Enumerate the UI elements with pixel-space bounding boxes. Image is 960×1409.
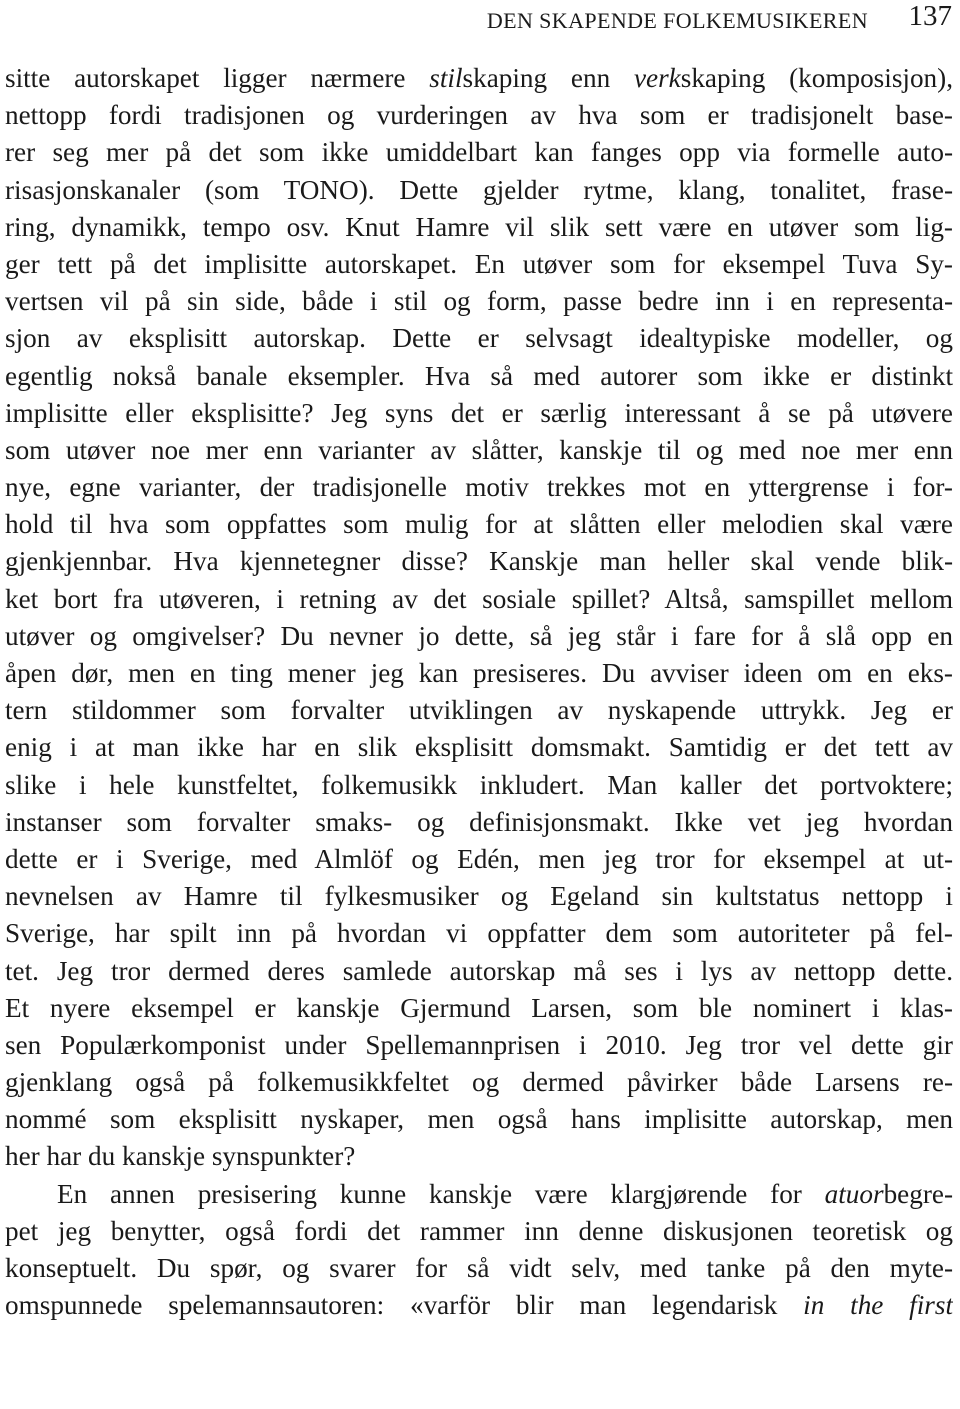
text-line xyxy=(5,60,953,97)
text-line xyxy=(5,97,953,134)
text-line xyxy=(5,283,953,320)
text-line xyxy=(5,581,953,618)
italic-run: in the first xyxy=(803,1290,953,1321)
text-run: Et nyere eksempel er kanskje Gjermund Larsen, som ble nominert i klas- xyxy=(5,992,953,1023)
text-run: utøver og omgivelser? Du nevner jo dette, så jeg står i fare for å slå opp en xyxy=(5,620,953,651)
text-run: nye, egne varianter, der tradisjonelle motiv trekkes mot en yttergrense i for- xyxy=(5,472,953,503)
text-run: pet jeg benytter, også fordi det rammer inn denne diskusjonen teoretisk og xyxy=(5,1215,953,1246)
text-line xyxy=(5,172,953,209)
italic-run: verk xyxy=(633,63,681,93)
text-run: her har du kanskje synspunkter? xyxy=(5,1141,356,1172)
text-run: En annen presisering kunne kanskje være klargjørende for xyxy=(57,1178,825,1209)
text-run: tern stildommer som forvalter utviklingen av nyskapende uttrykk. Jeg er xyxy=(5,695,953,726)
text-run: implisitte eller eksplisitte? Jeg syns det er særlig interessant å se på utøvere xyxy=(5,397,953,428)
text-line xyxy=(5,618,953,655)
page-number: 137 xyxy=(908,0,952,32)
text-run: tet. Jeg tror dermed deres samlede autorskap må ses i lys av nettopp dette. xyxy=(5,955,953,986)
text-line xyxy=(5,432,953,469)
text-line xyxy=(5,915,953,952)
text-line xyxy=(5,990,953,1027)
text-line xyxy=(5,841,953,878)
text-line xyxy=(5,1213,953,1250)
text-line xyxy=(5,878,953,915)
text-line xyxy=(5,655,953,692)
text-run: begre- xyxy=(883,1178,953,1209)
paragraph xyxy=(5,60,953,1176)
paragraph xyxy=(5,1176,953,1325)
text-run: skaping (komposisjon), xyxy=(680,63,953,93)
text-line xyxy=(5,767,953,804)
text-line xyxy=(5,1027,953,1064)
text-line xyxy=(5,692,953,729)
text-run: konseptuelt. Du spør, og svarer for så vidt selv, med tanke på den myte- xyxy=(5,1253,953,1283)
text-run: gjenkjennbar. Hva kjennetegner disse? Kanskje man heller skal vende blik- xyxy=(5,546,953,577)
text-run: gjenklang også på folkemusikkfeltet og dermed påvirker både Larsens re- xyxy=(5,1067,953,1098)
text-run: nevnelsen av Hamre til fylkesmusiker og Egeland sin kultstatus nettopp i xyxy=(5,881,953,912)
text-line xyxy=(5,246,953,283)
text-line xyxy=(5,953,953,990)
text-run: instanser som forvalter smaks- og definisjonsmakt. Ikke vet jeg hvordan xyxy=(5,806,953,837)
text-line xyxy=(5,543,953,580)
text-run: dette er i Sverige, med Almlöf og Edén, men jeg tror for eksempel at ut- xyxy=(5,843,953,874)
text-run: ring, dynamikk, tempo osv. Knut Hamre vil slik sett være en utøver som lig- xyxy=(5,211,953,242)
text-run: ket bort fra utøveren, i retning av det sosiale spillet? Altså, samspillet mellom xyxy=(5,583,953,614)
text-line xyxy=(5,469,953,506)
text-line xyxy=(5,358,953,395)
running-head xyxy=(0,0,956,40)
text-line xyxy=(5,395,953,432)
text-line xyxy=(5,506,953,543)
text-line xyxy=(5,1064,953,1101)
text-run: nettopp fordi tradisjonen og vurderingen av hva som er tradisjonelt base- xyxy=(5,100,953,131)
text-run: nommé som eksplisitt nyskaper, men også hans implisitte autorskap, men xyxy=(5,1104,953,1135)
text-line xyxy=(5,1287,953,1324)
text-run: enig i at man ikke har en slik eksplisitt domsmakt. Samtidig er det tett av xyxy=(5,732,953,763)
text-line xyxy=(5,804,953,841)
text-line xyxy=(5,320,953,357)
text-run: egentlig nokså banale eksempler. Hva så med autorer som ikke er distinkt xyxy=(5,360,953,391)
text-run: rer seg mer på det som ikke umiddelbart kan fanges opp via formelle auto- xyxy=(5,137,953,168)
text-run: vertsen vil på sin side, både i stil og form, passe bedre inn i en representa- xyxy=(5,286,953,317)
text-line xyxy=(5,1176,953,1213)
italic-run: stil xyxy=(429,63,463,93)
text-run: sitte autorskapet ligger nærmere xyxy=(5,63,430,93)
text-run: åpen dør, men en ting mener jeg kan presiseres. Du avviser ideen om en eks- xyxy=(5,658,953,688)
text-run: risasjonskanaler (som TONO). Dette gjelder rytme, klang, tonalitet, frase- xyxy=(5,174,953,205)
text-run: skaping enn xyxy=(462,63,634,93)
text-run: som utøver noe mer enn varianter av slåtter, kanskje til og med noe mer enn xyxy=(5,434,953,465)
text-line xyxy=(5,1250,953,1287)
text-run: omspunnede spelemannsautoren: «varför blir man legendarisk xyxy=(5,1290,804,1321)
text-line xyxy=(5,134,953,171)
text-line xyxy=(5,1101,953,1138)
text-run: slike i hele kunstfeltet, folkemusikk inkludert. Man kaller det portvoktere; xyxy=(5,769,953,800)
body-text xyxy=(5,60,953,1324)
text-line xyxy=(5,209,953,246)
text-run: Sverige, har spilt inn på hvordan vi oppfatter dem som autoriteter på fel- xyxy=(5,918,953,949)
text-run: sen Populærkomponist under Spellemannprisen i 2010. Jeg tror vel dette gir xyxy=(5,1029,953,1060)
text-run: hold til hva som oppfattes som mulig for at slåtten eller melodien skal være xyxy=(5,509,953,540)
text-line xyxy=(5,729,953,766)
running-title: DEN SKAPENDE FOLKEMUSIKEREN xyxy=(486,8,868,33)
text-run: sjon av eksplisitt autorskap. Dette er selvsagt idealtypiske modeller, og xyxy=(5,323,953,354)
text-run: ger tett på det implisitte autorskapet. En utøver som for eksempel Tuva Sy- xyxy=(5,248,953,279)
italic-run: atuor xyxy=(824,1178,884,1209)
text-line xyxy=(5,1138,953,1175)
